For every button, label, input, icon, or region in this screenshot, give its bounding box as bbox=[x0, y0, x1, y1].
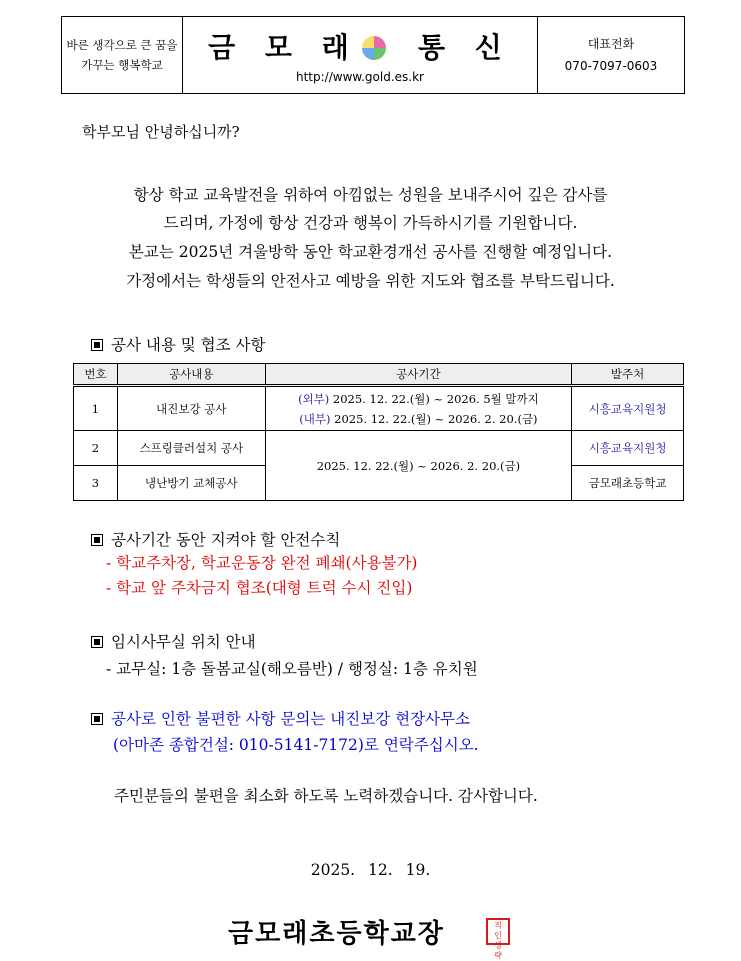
bullet-square-icon bbox=[91, 534, 103, 546]
intro-line4: 가정에서는 학생들의 안전사고 예방을 위한 지도와 협조를 부탁드립니다. bbox=[126, 272, 615, 290]
principal-signature: 금모래초등학교장 bbox=[228, 919, 445, 949]
issue-date: 2025. 12. 19. bbox=[310, 861, 431, 879]
row-client: 금모래초등학교 bbox=[572, 466, 684, 501]
row-work: 내진보강 공사 bbox=[117, 386, 265, 431]
phone-number: 070-7097-0603 bbox=[564, 59, 658, 73]
intro-line2: 드리며, 가정에 항상 건강과 행복이 가득하시기를 기원합니다. bbox=[163, 214, 578, 232]
col-client: 발주처 bbox=[572, 364, 684, 386]
table-row bbox=[74, 386, 684, 431]
row-number: 2 bbox=[74, 431, 118, 466]
section-office-heading: 임시사무실 위치 안내 bbox=[91, 630, 256, 652]
row-client: 시흥교육지원청 bbox=[572, 431, 684, 466]
title-box bbox=[183, 17, 538, 93]
works-table bbox=[73, 363, 684, 501]
bullet-square-icon bbox=[91, 636, 103, 648]
phone-info bbox=[538, 17, 684, 93]
school-url[interactable]: http://www.gold.es.kr bbox=[296, 70, 424, 84]
contact-line1: 공사로 인한 불편한 사항 문의는 내진보강 현장사무소 bbox=[91, 707, 470, 729]
col-number: 번호 bbox=[74, 364, 118, 386]
period-tag-internal: (내부) bbox=[299, 411, 331, 426]
greeting: 학부모님 안녕하십니까? bbox=[82, 123, 240, 141]
bullet-square-icon bbox=[91, 339, 103, 351]
table-row bbox=[74, 431, 684, 466]
school-motto bbox=[62, 17, 183, 93]
table-header-row bbox=[74, 364, 684, 386]
row-period: 2025. 12. 22.(월) ~ 2026. 2. 20.(금) bbox=[265, 431, 571, 501]
closing-text: 주민분들의 불편을 최소화 하도록 노력하겠습니다. 감사합니다. bbox=[114, 787, 538, 805]
period-tag-external: (외부) bbox=[298, 391, 330, 406]
intro-line1: 항상 학교 교육발전을 위하여 아낌없는 성원을 보내주시어 깊은 감사를 bbox=[133, 186, 608, 204]
newsletter-header bbox=[61, 16, 685, 94]
row-work: 스프링클러설치 공사 bbox=[117, 431, 265, 466]
col-work: 공사내용 bbox=[117, 364, 265, 386]
office-item-1: - 교무실: 1층 돌봄교실(해오름반) / 행정실: 1층 유치원 bbox=[106, 660, 478, 678]
motto-line1: 바른 생각으로 큰 꿈을 bbox=[66, 38, 178, 52]
col-period: 공사기간 bbox=[265, 364, 571, 386]
official-seal: 직 인 생 략 bbox=[486, 918, 510, 945]
newsletter-title: 금 모 래 통 신 bbox=[208, 31, 512, 64]
row-period: (외부) 2025. 12. 22.(월) ~ 2026. 5월 말까지 (내부) 2025. 12. 22.(월) ~ 2026. 2. 20.(금) bbox=[265, 386, 571, 431]
row-client: 시흥교육지원청 bbox=[572, 386, 684, 431]
section-works-heading: 공사 내용 및 협조 사항 bbox=[91, 333, 265, 355]
row-number: 3 bbox=[74, 466, 118, 501]
safety-item-2: - 학교 앞 주차금지 협조(대형 트럭 수시 진입) bbox=[106, 579, 413, 597]
bullet-square-icon bbox=[91, 713, 103, 725]
phone-label: 대표전화 bbox=[587, 37, 635, 51]
contact-line2: (아마존 종합건설: 010-5141-7172)로 연락주십시오. bbox=[113, 736, 479, 754]
row-number: 1 bbox=[74, 386, 118, 431]
row-work: 냉난방기 교체공사 bbox=[117, 466, 265, 501]
safety-item-1: - 학교주차장, 학교운동장 완전 폐쇄(사용불가) bbox=[106, 554, 418, 572]
motto-line2: 가꾸는 행복학교 bbox=[81, 58, 163, 72]
section-safety-heading: 공사기간 동안 지켜야 할 안전수칙 bbox=[91, 528, 340, 550]
intro-line3: 본교는 2025년 겨울방학 동안 학교환경개선 공사를 진행할 예정입니다. bbox=[128, 243, 613, 261]
